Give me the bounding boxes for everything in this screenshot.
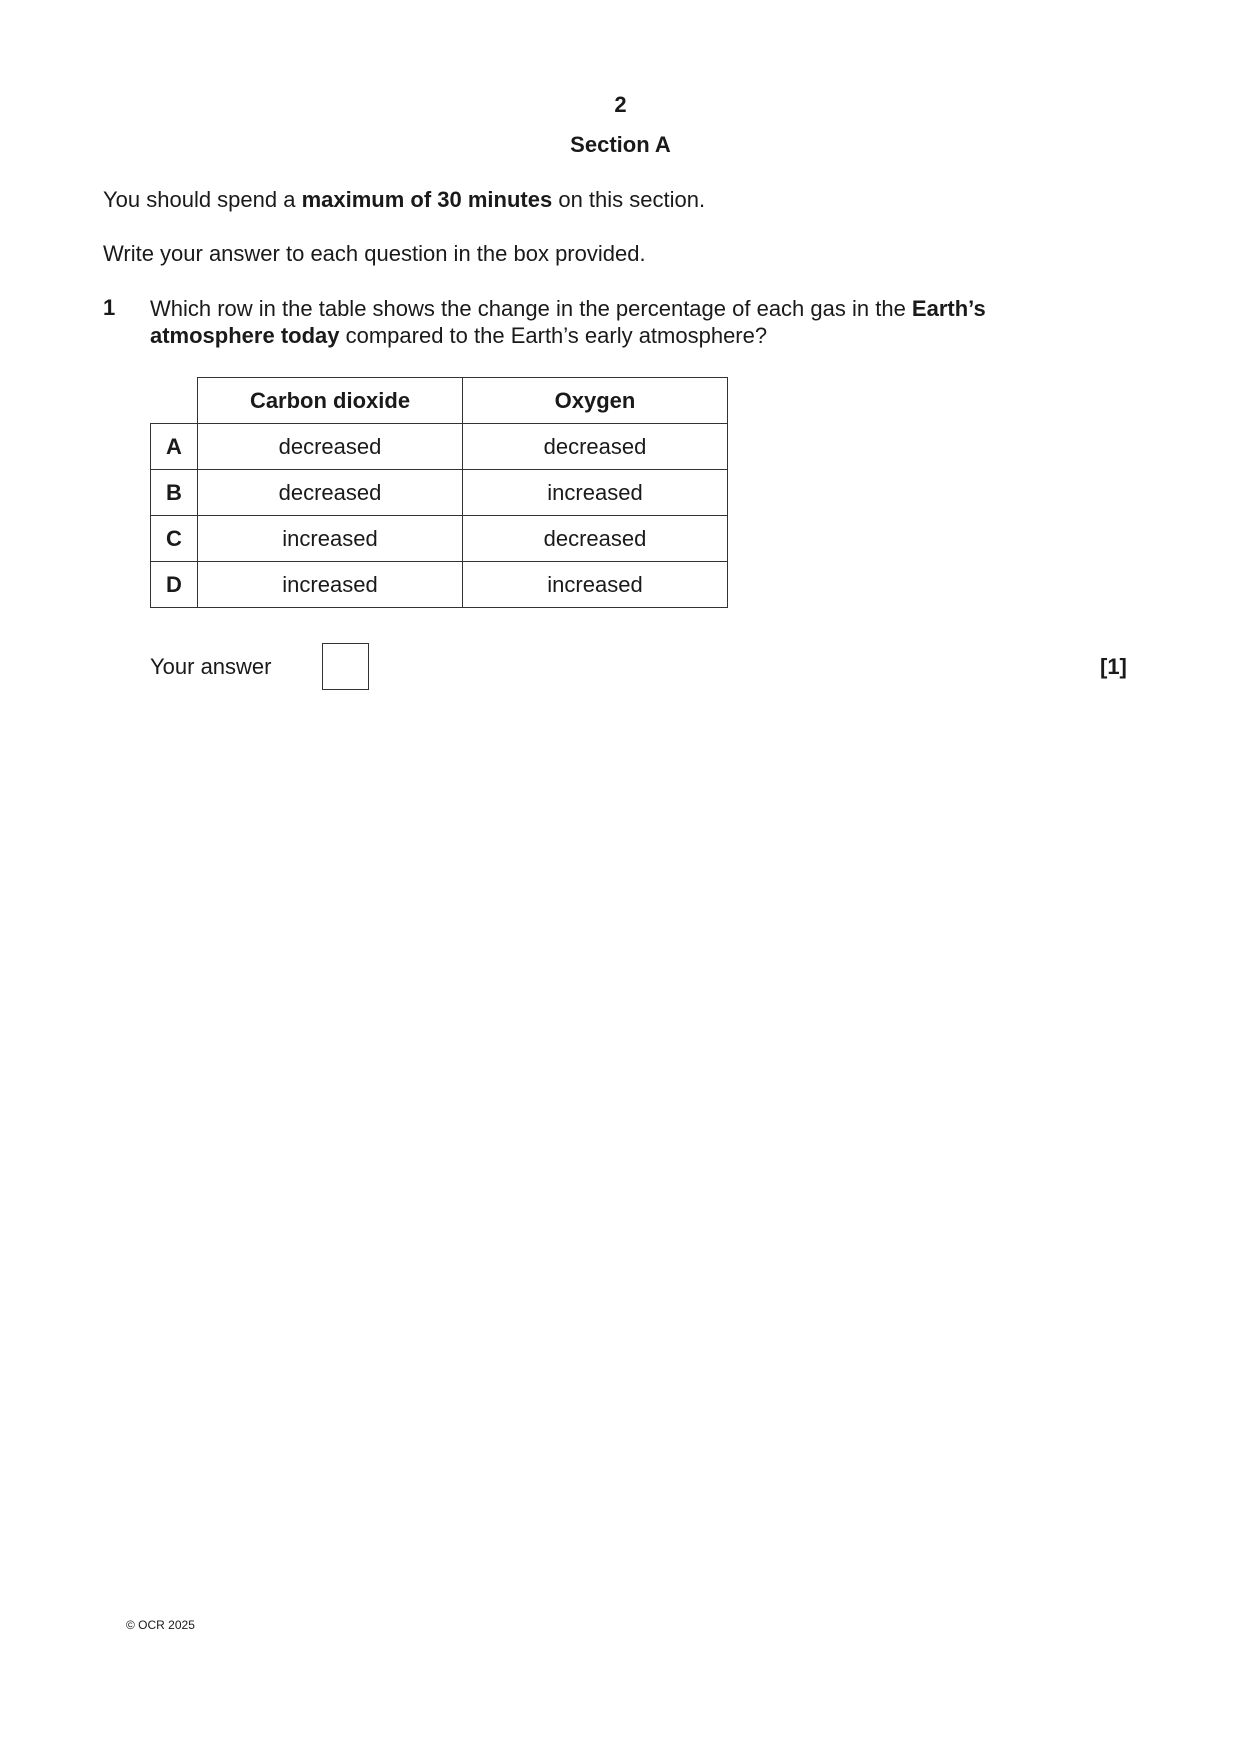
header-carbon-dioxide: Carbon dioxide xyxy=(198,378,463,424)
cell-carbon-dioxide: increased xyxy=(198,516,463,562)
options-table xyxy=(150,377,728,608)
cell-oxygen: increased xyxy=(463,470,728,516)
table-row xyxy=(151,562,728,608)
table-row xyxy=(151,516,728,562)
page-number: 2 xyxy=(614,92,627,117)
header-oxygen: Oxygen xyxy=(463,378,728,424)
cell-carbon-dioxide: decreased xyxy=(198,424,463,470)
time-instruction-bold: maximum of 30 minutes xyxy=(301,187,553,212)
cell-oxygen: increased xyxy=(463,562,728,608)
table-row xyxy=(151,424,728,470)
cell-oxygen: decreased xyxy=(463,424,728,470)
time-instruction-prefix: You should spend a xyxy=(103,187,302,212)
cell-carbon-dioxide: decreased xyxy=(198,470,463,516)
cell-carbon-dioxide: increased xyxy=(198,562,463,608)
time-instruction-suffix: on this section. xyxy=(552,187,706,212)
marks-label: [1] xyxy=(1100,654,1127,679)
answer-instruction: Write your answer to each question in the box provided. xyxy=(103,241,646,266)
time-instruction xyxy=(103,187,705,213)
question-text xyxy=(150,295,1050,349)
row-letter: A xyxy=(151,424,198,470)
table-corner-cell xyxy=(151,378,198,424)
copyright-footer: © OCR 2025 xyxy=(126,1618,195,1632)
question-text-part1: Which row in the table shows the change in the percentage of each gas in the xyxy=(150,296,912,321)
answer-label: Your answer xyxy=(150,654,272,679)
table-header-row xyxy=(151,378,728,424)
question-text-bold: Earth’s atmosphere today xyxy=(150,296,986,348)
question-text-part2: compared to the Earth’s early atmosphere? xyxy=(339,323,768,348)
section-title: Section A xyxy=(570,132,671,157)
row-letter: B xyxy=(151,470,198,516)
row-letter: D xyxy=(151,562,198,608)
answer-box[interactable] xyxy=(322,643,369,690)
cell-oxygen: decreased xyxy=(463,516,728,562)
table-row xyxy=(151,470,728,516)
row-letter: C xyxy=(151,516,198,562)
question-number: 1 xyxy=(103,295,116,320)
